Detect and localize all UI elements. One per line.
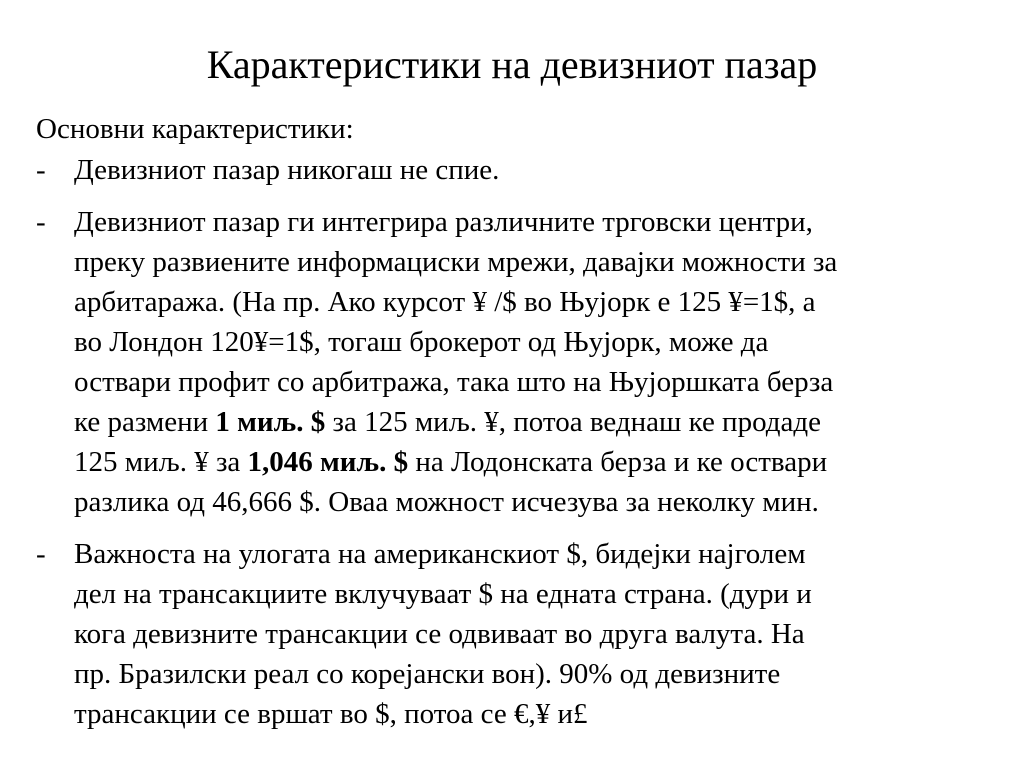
bullet-dash: - <box>36 206 46 238</box>
text-run: оствари профит со арбитража, така што на Њујоршката берза <box>74 366 834 398</box>
text-run: разлика од 46,666 $. Оваа можност исчезува за неколку мин. <box>74 486 819 518</box>
bullet-item <box>36 150 996 190</box>
bold-text: 1,046 миљ. $ <box>247 446 409 478</box>
bullet-list <box>36 150 996 746</box>
bullet-line <box>74 322 996 362</box>
text-run: 125 миљ. ¥ за <box>74 446 248 478</box>
text-run: дел на трансакциите вклучуваат $ на едната страна. (дури и <box>74 578 812 610</box>
bullet-item <box>36 534 996 734</box>
bullet-line <box>74 534 996 574</box>
bullet-line <box>74 442 996 482</box>
bullet-line <box>74 614 996 654</box>
bullet-line <box>74 242 996 282</box>
bullet-line <box>74 574 996 614</box>
text-run: во Лондон 120¥=1$, тогаш брокерот од Њујорк, може да <box>74 326 769 358</box>
text-run: пр. Бразилски реал со корејански вон). 90% од девизните <box>74 658 781 690</box>
text-run: трансакции се вршат во $, потоа се €,¥ и£ <box>74 698 588 730</box>
text-run: Девизниот пазар ги интегрира различните трговски центри, <box>74 206 813 238</box>
bullet-line <box>74 282 996 322</box>
bullet-line <box>74 482 996 522</box>
bullet-line <box>74 694 996 734</box>
bullet-item <box>36 202 996 522</box>
bullet-line <box>74 202 996 242</box>
slide-title: Карактеристики на девизниот пазар <box>206 42 818 87</box>
bullet-dash: - <box>36 538 46 570</box>
text-run: преку развиените информациски мрежи, давајки можности за <box>74 246 838 278</box>
bullet-dash: - <box>36 154 46 186</box>
bullet-line <box>74 402 996 442</box>
text-run: ке размени <box>74 406 216 438</box>
text-run: на Лодонската берза и ке оствари <box>408 446 828 478</box>
bullet-line <box>74 654 996 694</box>
text-run: арбитаража. (На пр. Ако курсот ¥ /$ во Њујорк е 125 ¥=1$, а <box>74 286 816 318</box>
intro-heading: Основни карактеристики: <box>36 113 354 145</box>
text-run: Важноста на улогата на американскиот $, бидејки најголем <box>74 538 806 570</box>
text-run: кога девизните трансакции се одвиваат во друга валута. На <box>74 618 805 650</box>
text-run: Девизниот пазар никогаш не спие. <box>74 154 500 186</box>
bold-text: 1 миљ. $ <box>215 406 326 438</box>
bullet-line <box>74 362 996 402</box>
bullet-line <box>74 150 996 190</box>
text-run: за 125 миљ. ¥, потоа веднаш ке продаде <box>325 406 821 438</box>
